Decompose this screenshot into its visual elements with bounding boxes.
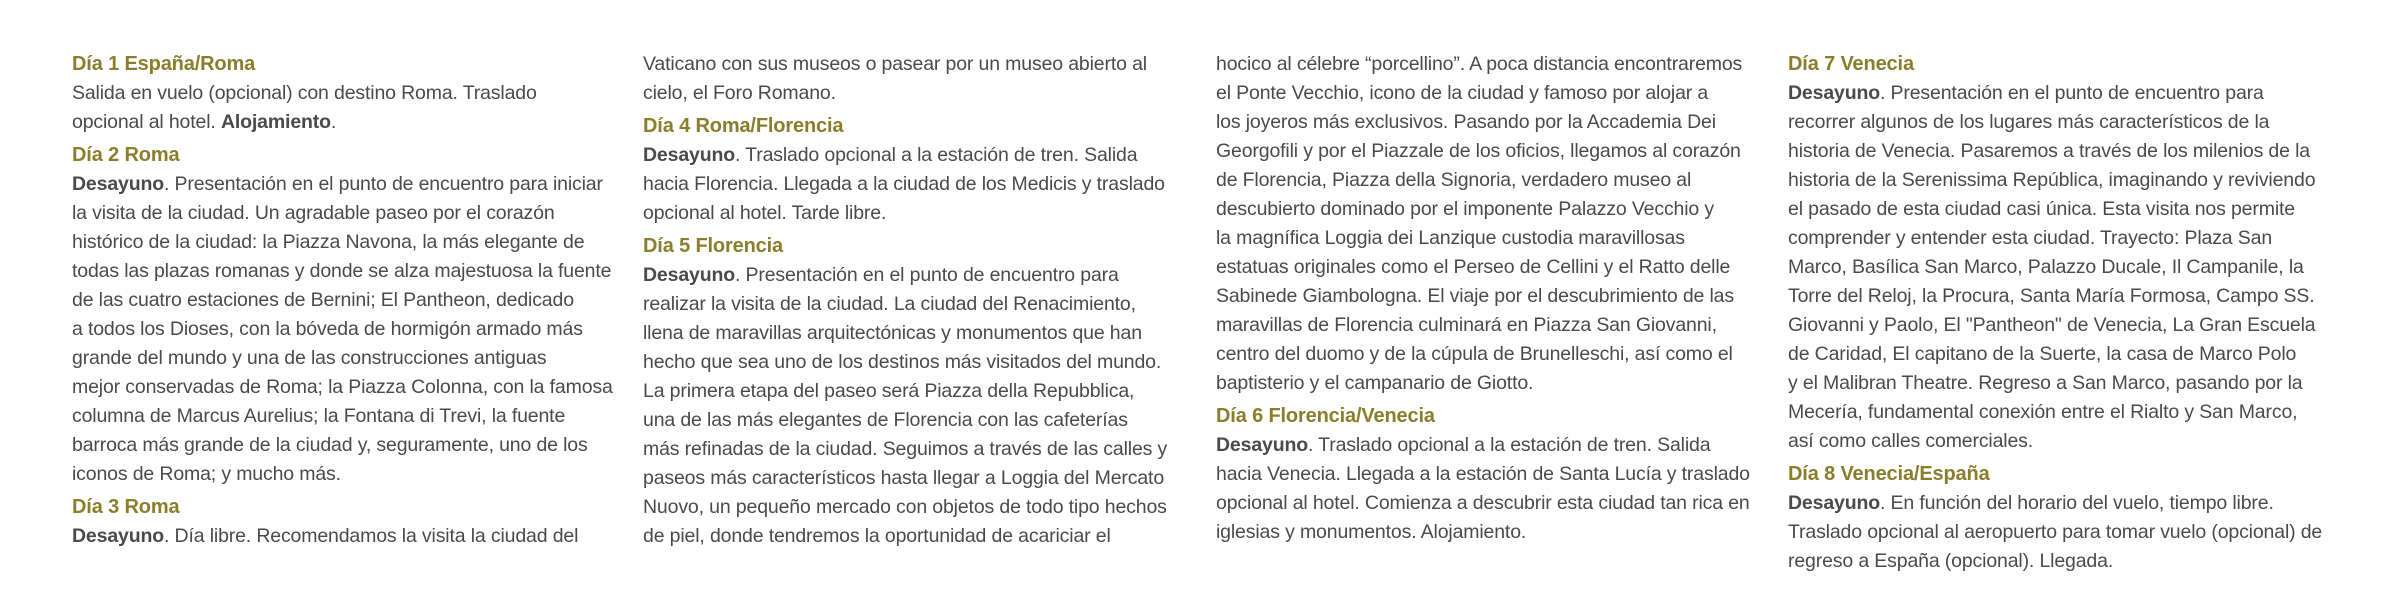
paragraph-text: Vaticano con sus museos o pasear por un museo abierto al [643, 53, 1147, 75]
paragraph-text: . Presentación en el punto de encuentro para [735, 264, 1119, 286]
itinerary-column-1 [72, 50, 628, 551]
paragraph-text: La primera etapa del paseo será Piazza della Repubblica, [643, 380, 1135, 402]
paragraph-text: Traslado opcional al aeropuerto para tomar vuelo (opcional) de [1788, 521, 2323, 543]
paragraph-text: Marco, Basílica San Marco, Palazzo Ducale, Il Campanile, la [1788, 256, 2304, 278]
paragraph-text: opcional al hotel. [72, 111, 221, 133]
breakfast-label: Desayuno [1788, 82, 1880, 104]
paragraph-text: todas las plazas romanas y donde se alza majestuosa la fuente [72, 260, 612, 282]
paragraph-line [1216, 369, 1772, 398]
paragraph-text: Georgofili y por el Piazzale de los oficios, llegamos al corazón [1216, 140, 1741, 162]
paragraph-text: hacia Florencia. Llegada a la ciudad de los Medicis y traslado [643, 173, 1165, 195]
paragraph-text: grande del mundo y una de las construcciones antiguas [72, 347, 547, 369]
paragraph-line [643, 170, 1199, 199]
paragraph-line [1788, 224, 2344, 253]
breakfast-label: Desayuno [1788, 492, 1880, 514]
day-heading: Día 7 Venecia [1788, 53, 1914, 75]
day-heading: Día 2 Roma [72, 144, 180, 166]
paragraph-line [1788, 427, 2344, 456]
paragraph-line [1216, 195, 1772, 224]
paragraph-line [72, 257, 628, 286]
paragraph-text: así como calles comerciales. [1788, 430, 2034, 452]
paragraph-text: centro del duomo y de la cúpula de Brunelleschi, así como el [1216, 343, 1733, 365]
day-heading: Día 8 Venecia/España [1788, 463, 1990, 485]
paragraph-line [1216, 431, 1772, 460]
paragraph-text: paseos más característicos hasta llegar a Loggia del Mercato [643, 467, 1165, 489]
paragraph-text: iconos de Roma; y mucho más. [72, 463, 341, 485]
paragraph-line [72, 431, 628, 460]
paragraph-text: cielo, el Foro Romano. [643, 82, 836, 104]
paragraph-line [72, 344, 628, 373]
paragraph-text: Torre del Reloj, la Procura, Santa María Formosa, Campo SS. [1788, 285, 2315, 307]
paragraph-text: baptisterio y el campanario de Giotto. [1216, 372, 1534, 394]
paragraph-text: opcional al hotel. Tarde libre. [643, 202, 887, 224]
paragraph-text: hocico al célebre “porcellino”. A poca distancia encontraremos [1216, 53, 1743, 75]
paragraph-line [1788, 253, 2344, 282]
paragraph-line [643, 406, 1199, 435]
paragraph-line [72, 373, 628, 402]
paragraph-text: una de las más elegantes de Florencia con las cafeterías [643, 409, 1128, 431]
paragraph-line [72, 460, 628, 489]
paragraph-line [1788, 282, 2344, 311]
paragraph-line [72, 79, 628, 108]
paragraph-line [1788, 398, 2344, 427]
paragraph-line [1788, 489, 2344, 518]
paragraph-text: el Ponte Vecchio, icono de la ciudad y famoso por alojar a [1216, 82, 1709, 104]
paragraph-line [72, 315, 628, 344]
paragraph-text: . Presentación en el punto de encuentro para [1880, 82, 2264, 104]
paragraph-line [72, 108, 628, 137]
paragraph-text: llena de maravillas arquitectónicas y monumentos que han [643, 322, 1142, 344]
breakfast-label: Desayuno [72, 173, 164, 195]
paragraph-text: Salida en vuelo (opcional) con destino Roma. Traslado [72, 82, 537, 104]
day-heading: Día 5 Florencia [643, 235, 784, 257]
paragraph-line [643, 348, 1199, 377]
paragraph-text: historia de la Serenissima República, imaginando y reviviendo [1788, 169, 2316, 191]
paragraph-text: mejor conservadas de Roma; la Piazza Colonna, con la famosa [72, 376, 613, 398]
paragraph-line [643, 199, 1199, 228]
paragraph-line [1216, 224, 1772, 253]
paragraph-text: la magnífica Loggia dei Lanzique custodia maravillosas [1216, 227, 1685, 249]
paragraph-line [1216, 460, 1772, 489]
paragraph-text: historia de Venecia. Pasaremos a través de los milenios de la [1788, 140, 2310, 162]
paragraph-text: de Caridad, El capitano de la Suerte, la casa de Marco Polo [1788, 343, 2297, 365]
paragraph-text: comprender y entender esta ciudad. Trayecto: Plaza San [1788, 227, 2273, 249]
paragraph-text: Mecería, fundamental conexión entre el Rialto y San Marco, [1788, 401, 2298, 423]
paragraph-line [1216, 166, 1772, 195]
paragraph-line [72, 522, 628, 551]
day-heading: Día 1 España/Roma [72, 53, 256, 75]
paragraph-text: . Día libre. Recomendamos la visita la ciudad del [164, 525, 579, 547]
breakfast-label: Desayuno [643, 264, 735, 286]
paragraph-line [643, 50, 1199, 79]
paragraph-line [1216, 282, 1772, 311]
paragraph-text: estatuas originales como el Perseo de Cellini y el Ratto delle [1216, 256, 1731, 278]
paragraph-text: y el Malibran Theatre. Regreso a San Marco, pasando por la [1788, 372, 2303, 394]
paragraph-text: . Traslado opcional a la estación de tren. Salida [1308, 434, 1711, 456]
paragraph-line [1216, 79, 1772, 108]
paragraph-line [1788, 369, 2344, 398]
paragraph-text: hecho que sea uno de los destinos más visitados del mundo. [643, 351, 1162, 373]
day-heading: Día 3 Roma [72, 496, 180, 518]
paragraph-text: descubierto dominado por el imponente Palazzo Vecchio y [1216, 198, 1714, 220]
breakfast-label: Desayuno [72, 525, 164, 547]
paragraph-line [72, 228, 628, 257]
paragraph-line [1788, 108, 2344, 137]
paragraph-line [1216, 108, 1772, 137]
paragraph-line [72, 170, 628, 199]
paragraph-line [1788, 195, 2344, 224]
paragraph-line [1788, 79, 2344, 108]
paragraph-text: . Traslado opcional a la estación de tren. Salida [735, 144, 1138, 166]
paragraph-line [1216, 50, 1772, 79]
paragraph-line [1788, 340, 2344, 369]
paragraph-line [1788, 311, 2344, 340]
paragraph-line [1216, 311, 1772, 340]
paragraph-text: Nuovo, un pequeño mercado con objetos de todo tipo hechos [643, 496, 1167, 518]
paragraph-line [1216, 137, 1772, 166]
paragraph-line [72, 199, 628, 228]
paragraph-line [1788, 518, 2344, 547]
paragraph-text: realizar la visita de la ciudad. La ciudad del Renacimiento, [643, 293, 1136, 315]
breakfast-label: Desayuno [643, 144, 735, 166]
paragraph-text: hacia Venecia. Llegada a la estación de Santa Lucía y traslado [1216, 463, 1750, 485]
paragraph-text: columna de Marcus Aurelius; la Fontana di Trevi, la fuente [72, 405, 566, 427]
itinerary-column-4 [1788, 50, 2344, 576]
paragraph-line [643, 522, 1199, 551]
paragraph-line [1788, 547, 2344, 576]
paragraph-text: . En función del horario del vuelo, tiempo libre. [1880, 492, 2274, 514]
paragraph-line [1788, 137, 2344, 166]
itinerary-column-2 [643, 50, 1199, 551]
paragraph-text: regreso a España (opcional). Llegada. [1788, 550, 2114, 572]
accommodation-label: Alojamiento [220, 111, 331, 133]
paragraph-line [643, 377, 1199, 406]
itinerary-column-3 [1216, 50, 1772, 547]
paragraph-line [643, 435, 1199, 464]
paragraph-text: recorrer algunos de los lugares más característicos de la [1788, 111, 2270, 133]
paragraph-text: histórico de la ciudad: la Piazza Navona, la más elegante de [72, 231, 585, 253]
paragraph-line [643, 261, 1199, 290]
paragraph-line [1788, 166, 2344, 195]
paragraph-line [643, 290, 1199, 319]
paragraph-text: más refinadas de la ciudad. Seguimos a través de las calles y [643, 438, 1168, 460]
paragraph-tail: . [330, 111, 337, 133]
paragraph-text: iglesias y monumentos. Alojamiento. [1216, 521, 1527, 543]
paragraph-text: de piel, donde tendremos la oportunidad de acariciar el [643, 525, 1111, 547]
paragraph-text: barroca más grande de la ciudad y, seguramente, uno de los [72, 434, 588, 456]
paragraph-line [72, 286, 628, 315]
paragraph-line [1216, 518, 1772, 547]
paragraph-line [643, 464, 1199, 493]
paragraph-line [643, 141, 1199, 170]
paragraph-line [1216, 340, 1772, 369]
paragraph-text: opcional al hotel. Comienza a descubrir esta ciudad tan rica en [1216, 492, 1750, 514]
paragraph-line [643, 79, 1199, 108]
paragraph-text: a todos los Dioses, con la bóveda de hormigón armado más [72, 318, 583, 340]
paragraph-text: el pasado de esta ciudad casi única. Esta visita nos permite [1788, 198, 2295, 220]
paragraph-line [643, 319, 1199, 348]
paragraph-text: maravillas de Florencia culminará en Piazza San Giovanni, [1216, 314, 1717, 336]
paragraph-text: Giovanni y Paolo, El "Pantheon" de Venecia, La Gran Escuela [1788, 314, 2316, 336]
paragraph-text: Sabinede Giambologna. El viaje por el descubrimiento de las [1216, 285, 1734, 307]
paragraph-text: . Presentación en el punto de encuentro para iniciar [164, 173, 603, 195]
paragraph-line [1216, 253, 1772, 282]
day-heading: Día 6 Florencia/Venecia [1216, 405, 1435, 427]
paragraph-line [643, 493, 1199, 522]
paragraph-text: de Florencia, Piazza della Signoria, verdadero museo al [1216, 169, 1692, 191]
paragraph-text: de las cuatro estaciones de Bernini; El Pantheon, dedicado [72, 289, 574, 311]
paragraph-line [1216, 489, 1772, 518]
paragraph-text: la visita de la ciudad. Un agradable paseo por el corazón [72, 202, 555, 224]
day-heading: Día 4 Roma/Florencia [643, 115, 844, 137]
paragraph-line [72, 402, 628, 431]
paragraph-text: los joyeros más exclusivos. Pasando por la Accademia Dei [1216, 111, 1716, 133]
breakfast-label: Desayuno [1216, 434, 1308, 456]
